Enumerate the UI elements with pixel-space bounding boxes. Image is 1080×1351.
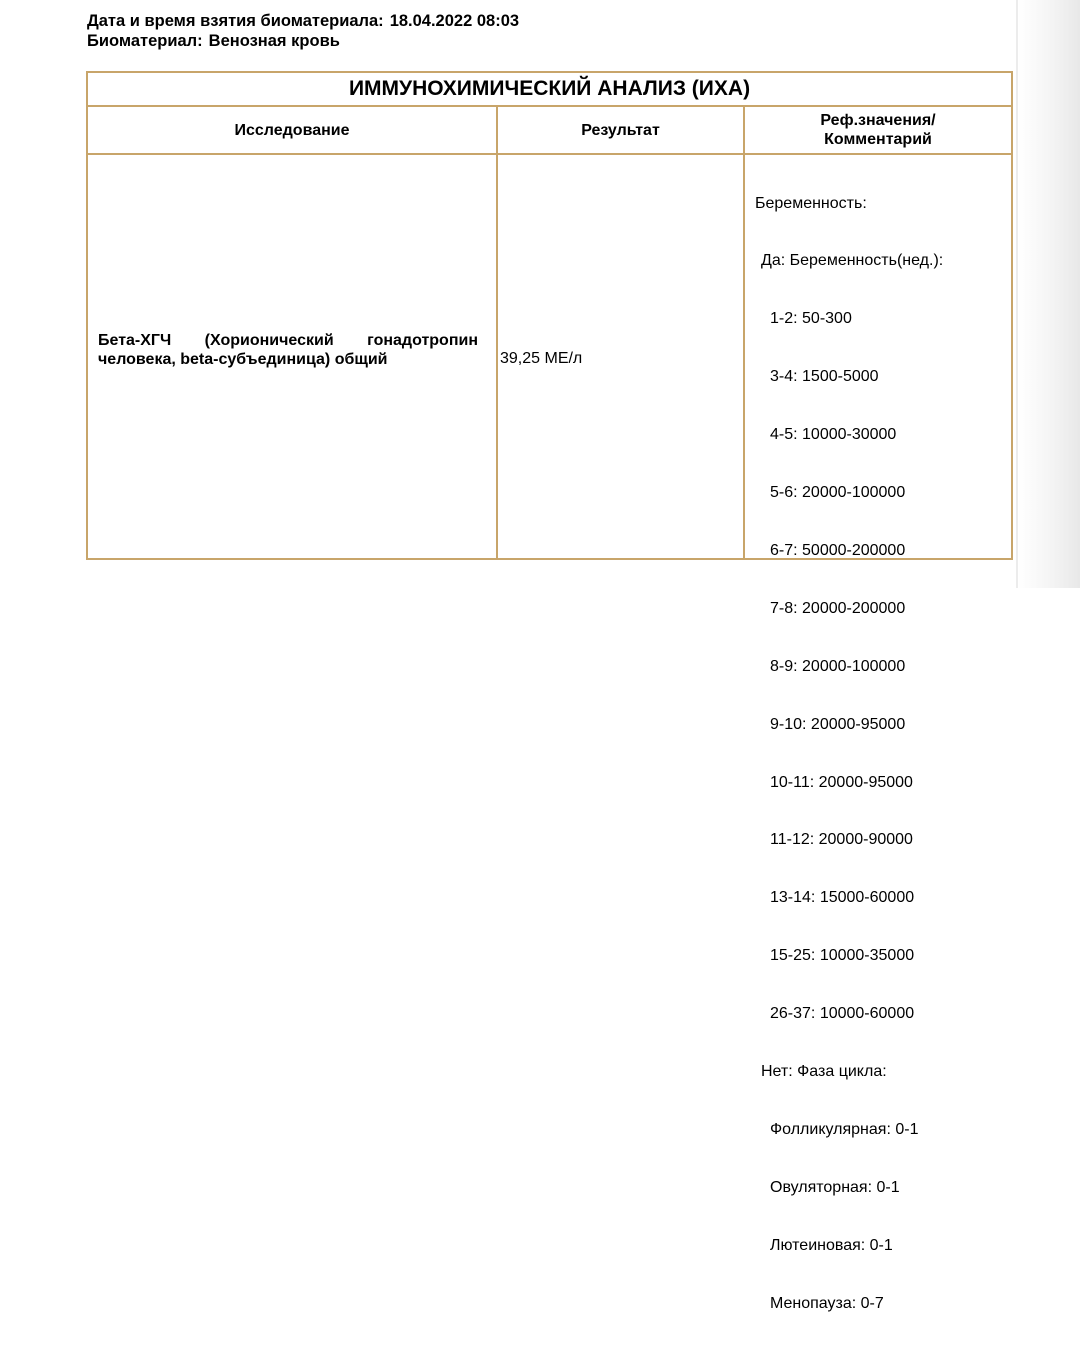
ref-week-range: 3-4: 1500-5000 <box>770 368 879 386</box>
ref-cycle-phase: Лютеиновая: 0-1 <box>770 1236 893 1254</box>
ref-cycle-phase: Фолликулярная: 0-1 <box>770 1120 919 1138</box>
ref-week-range: 7-8: 20000-200000 <box>770 599 906 617</box>
sample-date-row <box>87 11 519 31</box>
section-title: ИММУНОХИМИЧЕСКИЙ АНАЛИЗ (ИХА) <box>348 77 751 100</box>
ref-pregnancy-yes-label: Да: Беременность(нед.): <box>761 252 944 270</box>
test-name: Бета-ХГЧ (Хорионический гонадотропин человека, beta-субъединица) общий <box>98 332 478 368</box>
column-header-result: Результат <box>581 121 660 139</box>
column-header-reference <box>745 107 1011 153</box>
ref-week-range: 6-7: 50000-200000 <box>770 541 906 559</box>
column-divider-2 <box>743 107 745 558</box>
biomaterial-label: Биоматериал: <box>87 32 203 50</box>
column-header-reference-line2: Комментарий <box>824 131 932 148</box>
ref-week-range: 1-2: 50-300 <box>770 310 852 328</box>
test-result: 39,25 МЕ/л <box>500 350 583 367</box>
biomaterial-value: Венозная кровь <box>208 32 340 50</box>
scan-page-edge <box>1018 0 1080 588</box>
ref-cycle-phase: Менопауза: 0-7 <box>770 1294 884 1312</box>
scan-page-edge-line <box>1016 0 1018 588</box>
ref-week-range: 11-12: 20000-90000 <box>770 831 913 849</box>
ref-week-range: 13-14: 15000-60000 <box>770 889 915 907</box>
column-divider-1 <box>496 107 498 558</box>
column-header-reference-line1: Реф.значения/ <box>820 112 936 129</box>
ref-not-pregnant-label: Нет: Фаза цикла: <box>761 1062 887 1080</box>
results-table <box>86 71 1013 1312</box>
report-header <box>87 11 519 51</box>
ref-pregnancy-label: Беременность: <box>755 194 867 212</box>
ref-week-range: 5-6: 20000-100000 <box>770 484 906 502</box>
ref-week-range: 8-9: 20000-100000 <box>770 657 906 675</box>
sample-date-label: Дата и время взятия биоматериала: <box>87 12 384 30</box>
reference-values <box>755 155 943 1351</box>
ref-week-range: 26-37: 10000-60000 <box>770 1005 915 1023</box>
ref-cycle-phase: Овуляторная: 0-1 <box>770 1178 900 1196</box>
ref-week-range: 9-10: 20000-95000 <box>770 715 906 733</box>
biomaterial-row <box>87 31 519 51</box>
ref-week-range: 10-11: 20000-95000 <box>770 773 913 791</box>
sample-date-value: 18.04.2022 08:03 <box>389 12 520 30</box>
ref-week-range: 15-25: 10000-35000 <box>770 947 915 965</box>
column-header-test: Исследование <box>234 121 350 139</box>
ref-week-range: 4-5: 10000-30000 <box>770 426 897 444</box>
